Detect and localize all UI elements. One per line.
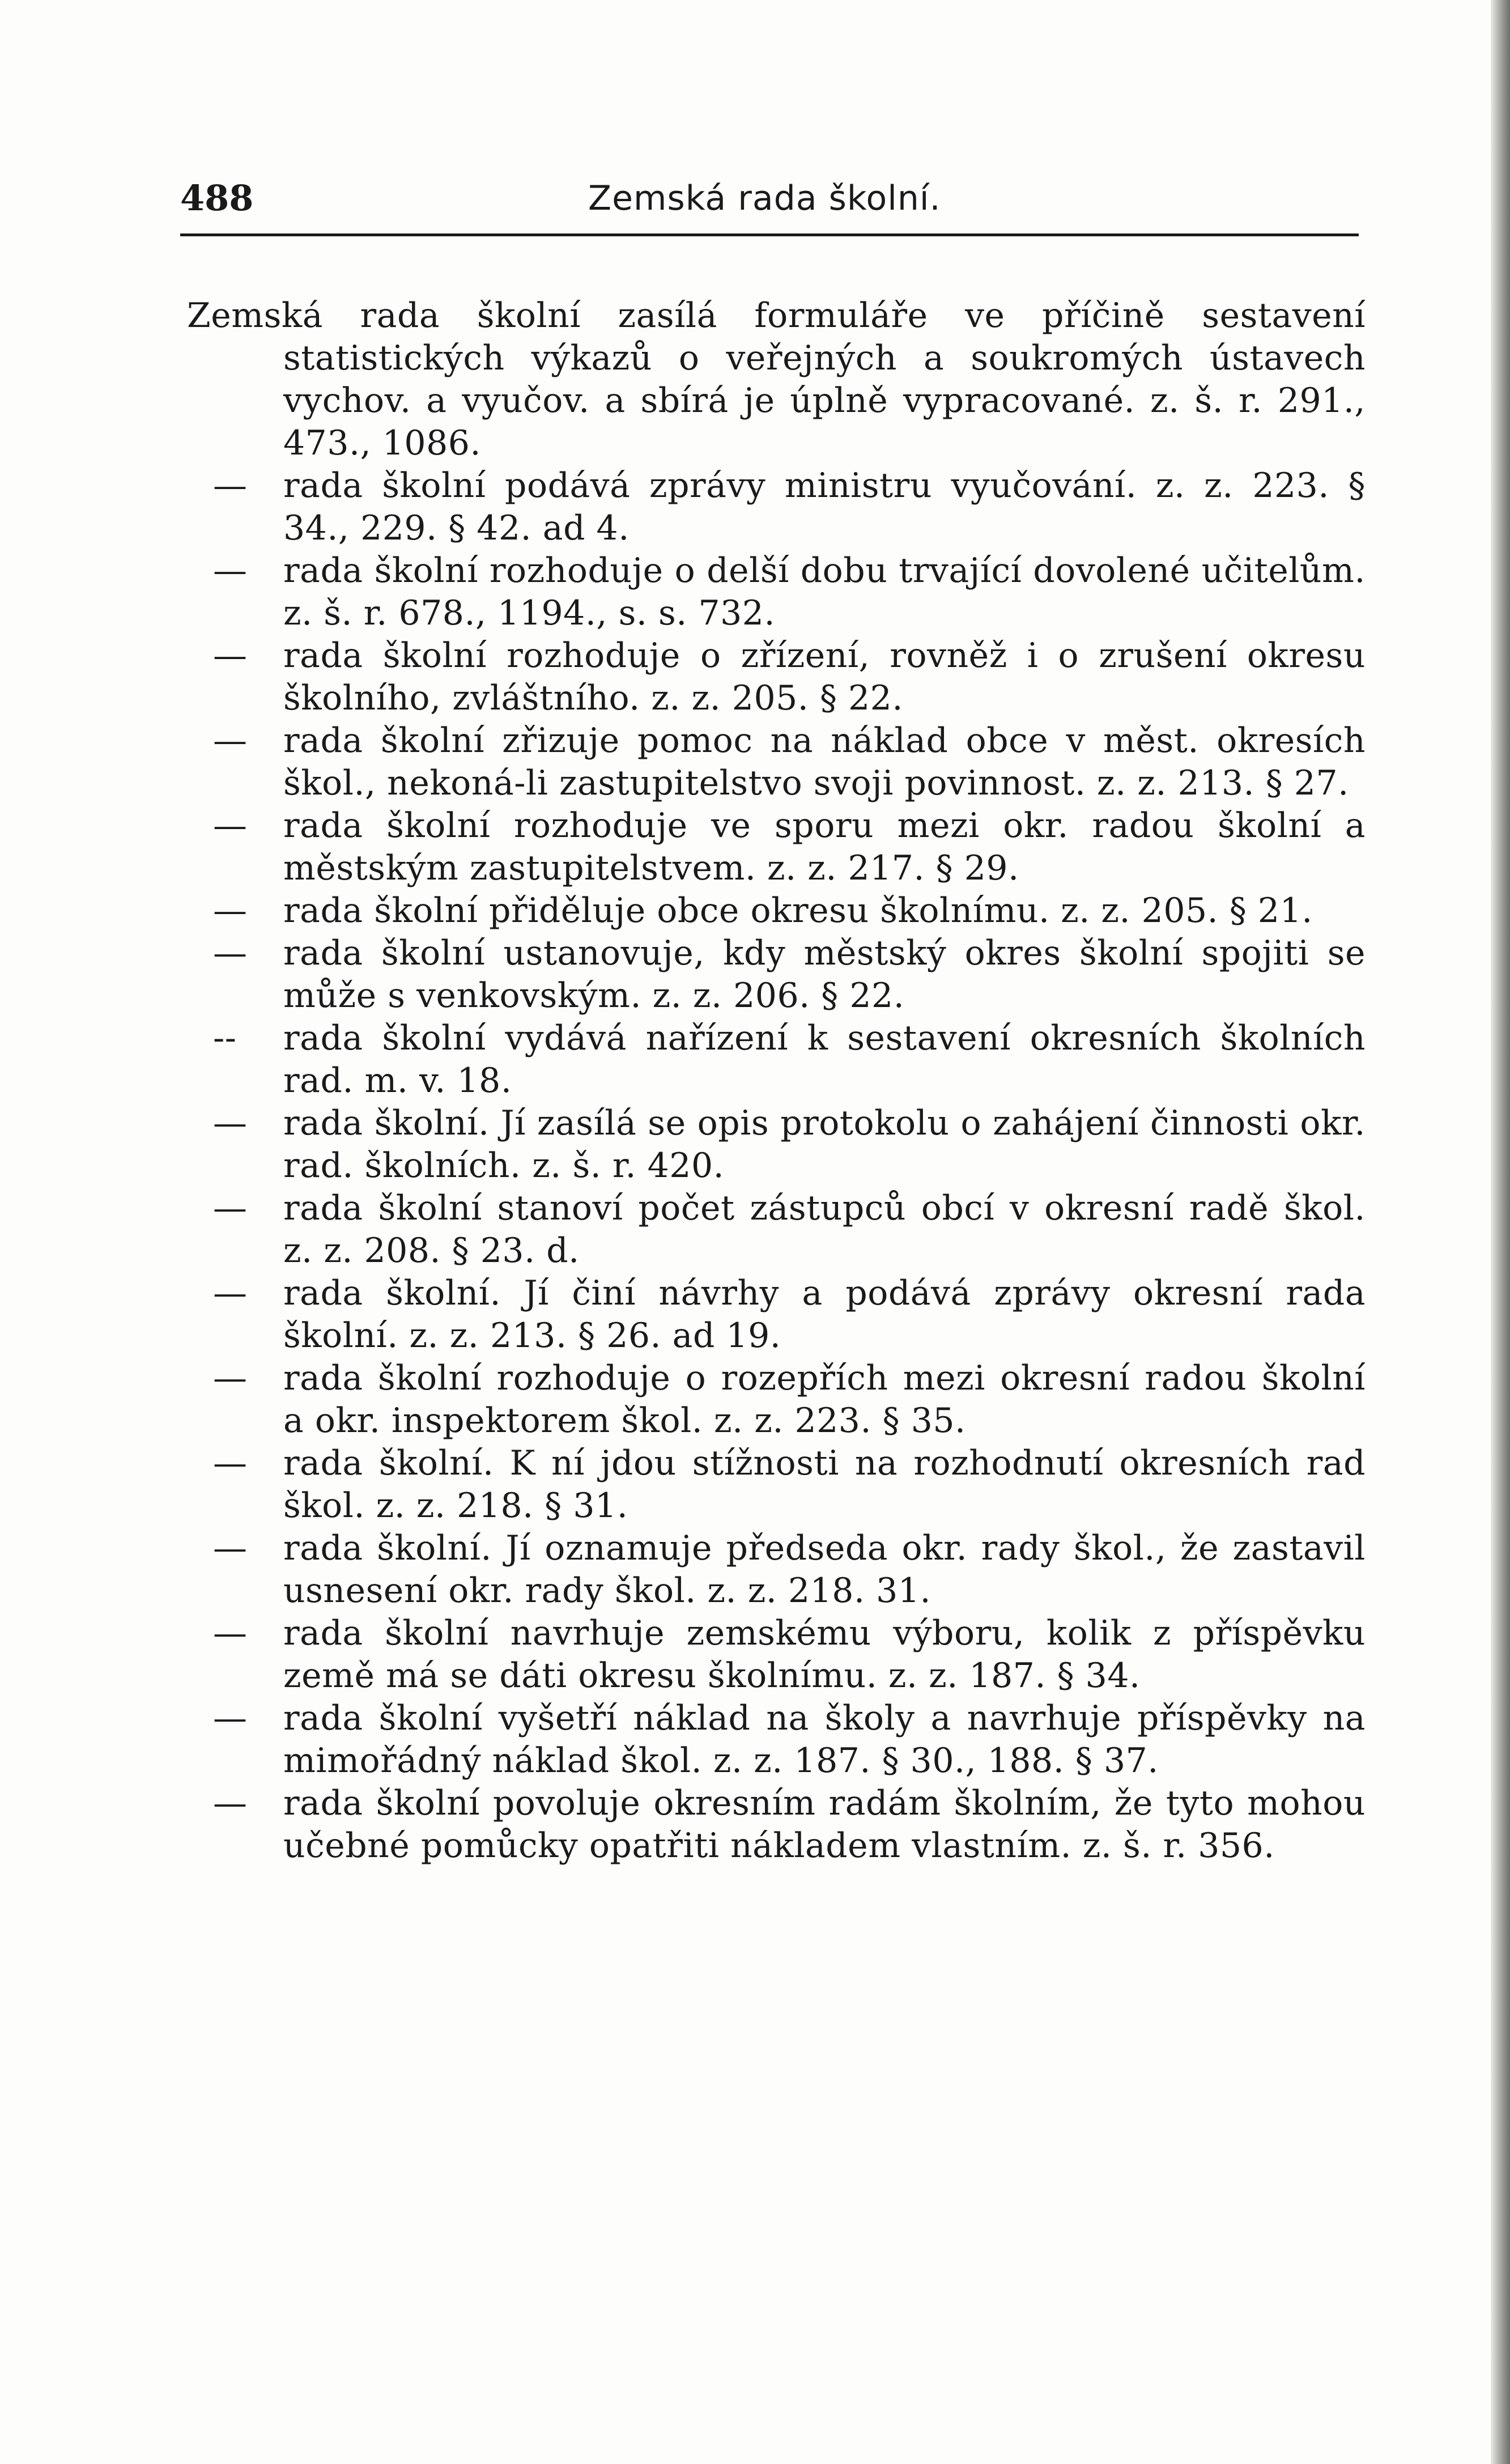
page-edge-shadow [1491,0,1510,2464]
entry-text: rada školní. Jí zasílá se opis protokolu o zahájení činnosti okr. rad. školních. z. š. r. 420. [283,1103,1366,1186]
entry-text: rada školní povoluje okresním radám školním, že tyto mohou učebné pomůcky opatřiti nákladem vlastním. z. š. r. 356. [283,1783,1366,1866]
index-entry [187,1187,1366,1272]
index-entry [187,465,1366,550]
index-entry [187,1017,1366,1102]
entry-text: rada školní podává zprávy ministru vyučování. z. z. 223. § 34., 229. § 42. ad 4. [283,466,1366,548]
entry-text: rada školní rozhoduje o zřízení, rovněž i o zrušení okresu školního, zvláštního. z. z. 205. § 22. [283,636,1366,718]
entry-dash: — [213,1528,248,1568]
entry-dash: — [213,551,248,590]
page-number: 488 [180,177,254,219]
entry-text: rada školní. Jí oznamuje předseda okr. rady škol., že zastavil usnesení okr. rady škol. z. z. 218. 31. [283,1528,1366,1611]
index-entry [187,1357,1366,1442]
entry-dash: — [213,1698,248,1738]
entry-text: rada školní stanoví počet zástupců obcí v okresní radě škol. z. z. 208. § 23. d. [283,1188,1366,1271]
entry-text: rada školní. K ní jdou stížnosti na rozhodnutí okresních rad škol. z. z. 218. § 31. [283,1443,1366,1526]
entry-text: rada školní rozhoduje o delší dobu trvající dovolené učitelům. z. š. r. 678., 1194., s. s. 732. [283,551,1366,633]
entry-text: rada školní přiděluje obce okresu školnímu. z. z. 205. § 21. [283,891,1313,931]
entry-dash: — [213,806,248,846]
index-entry [187,550,1366,635]
index-entry [187,1442,1366,1527]
entry-dash: — [213,1273,248,1313]
index-entry [187,635,1366,720]
index-entry [187,932,1366,1017]
entry-dash: -- [213,1018,237,1058]
running-head [180,170,1359,227]
running-title: Zemská rada školní. [588,179,941,218]
entry-text: rada školní vydává nařízení k sestavení okresních školních rad. m. v. 18. [283,1018,1366,1101]
index-entry [187,1697,1366,1782]
entry-text: rada školní rozhoduje ve sporu mezi okr. radou školní a městským zastupitelstvem. z. z. 217. § 29. [283,806,1366,888]
entry-text: rada školní zřizuje pomoc na náklad obce v měst. okresích škol., nekoná-li zastupitelstvo svoji povinnost. z. z. 213. § 27. [283,721,1366,803]
entry-dash: — [213,721,248,761]
index-entry [187,1102,1366,1187]
entry-dash: — [213,1783,248,1823]
index-entries [187,295,1366,1867]
index-entry [187,1612,1366,1697]
index-entry [187,890,1366,932]
entry-text: rada školní. Jí činí návrhy a podává zprávy okresní rada školní. z. z. 213. § 26. ad 19. [283,1273,1366,1356]
entry-text: rada školní navrhuje zemskému výboru, kolik z příspěvku země má se dáti okresu školnímu. z. z. 187. § 34. [283,1613,1366,1696]
entry-dash: — [213,1188,248,1228]
entry-dash: — [213,466,248,505]
index-entry [187,1527,1366,1612]
index-entry [187,720,1366,805]
entry-dash: — [213,1358,248,1398]
entry-text: rada školní vyšetří náklad na školy a navrhuje příspěvky na mimořádný náklad škol. z. z. 187. § 30., 188. § 37. [283,1698,1366,1781]
entry-text: rada školní rozhoduje o rozepřích mezi okresní radou školní a okr. inspektorem škol. z. z. 223. § 35. [283,1358,1366,1441]
entry-dash: — [213,1613,248,1653]
entry-dash: — [213,1103,248,1143]
header-rule [180,233,1359,236]
entry-dash: — [213,891,248,931]
entry-text: rada školní ustanovuje, kdy městský okres školní spojiti se může s venkovským. z. z. 206. § 22. [283,933,1366,1016]
entry-dash: — [213,636,248,676]
index-entry [187,1782,1366,1867]
entry-dash: — [213,1443,248,1483]
index-entry [187,805,1366,890]
index-entry [187,295,1366,465]
entry-text: Zemská rada školní zasílá formuláře ve příčině sestavení statistických výkazů o veřejných a soukromých ústavech vychov. a vyučov. a sbírá je úplně vypracované. z. š. r. 291., 473., 1086. [187,296,1366,463]
index-entry [187,1272,1366,1357]
entry-dash: — [213,933,248,973]
